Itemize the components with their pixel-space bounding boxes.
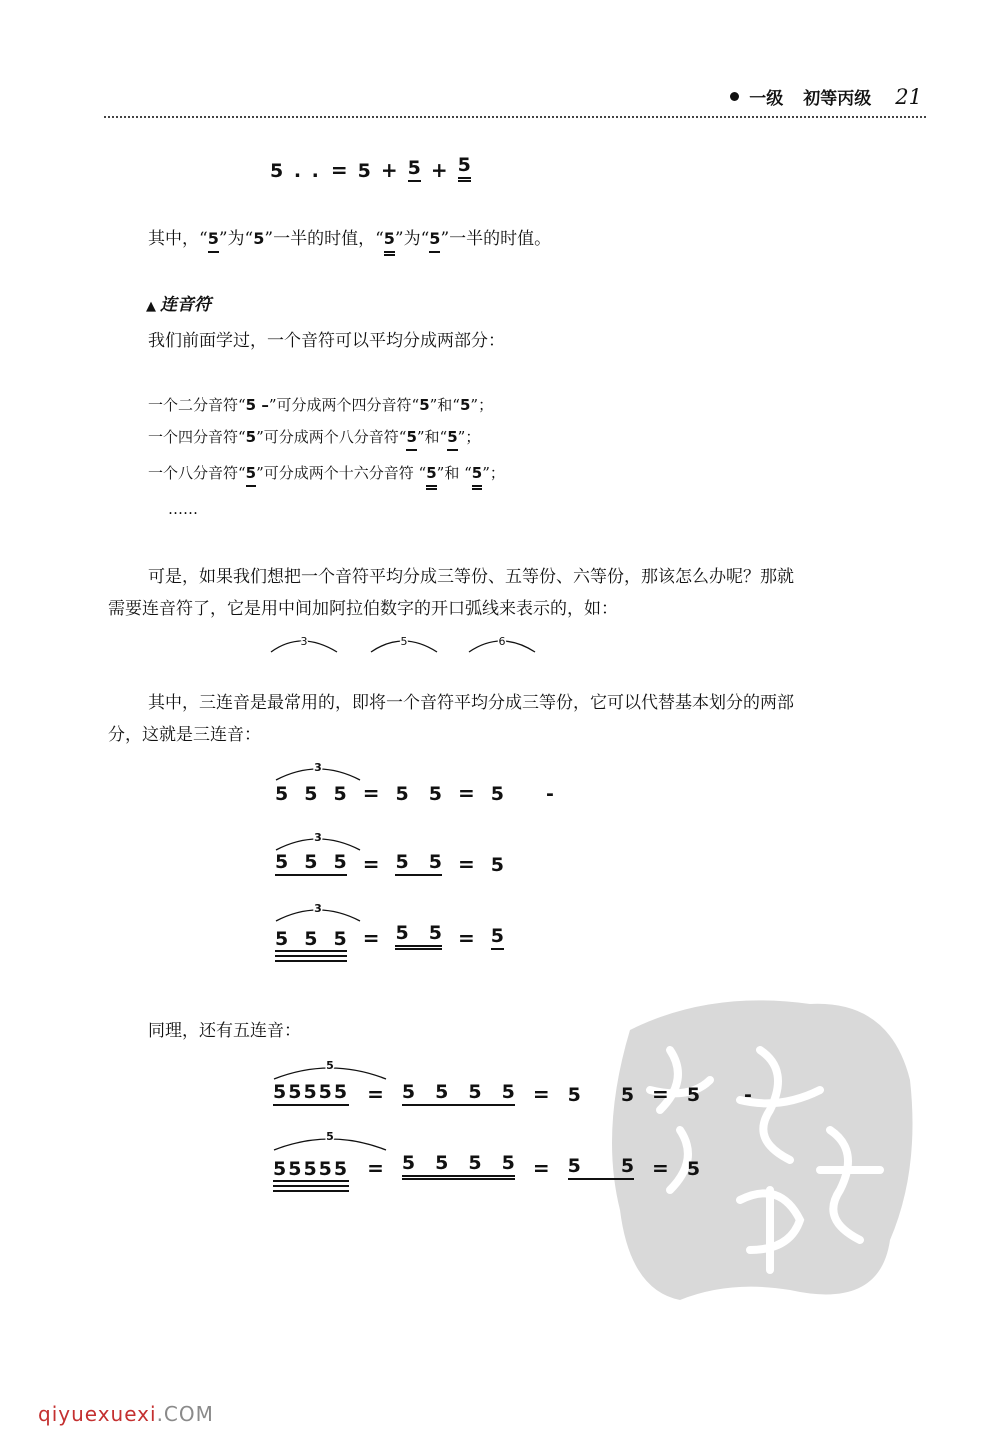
note: 5 [401,1081,416,1103]
eighth-note: 5 [406,426,416,451]
note: 5 [304,783,318,805]
quintuplet-notes: 55555 [273,1158,350,1180]
list-item [148,462,505,490]
note: 5 [275,928,289,950]
tuplet-number: 3 [300,635,308,648]
quintuplet-row [273,1152,700,1180]
text: ”和“ [429,396,460,414]
watermark-seal [590,990,920,1310]
formula-dotted-note [270,154,471,182]
text: ”可分成两个八分音符“ [256,428,407,446]
note: 5 [333,851,347,873]
note: 5 [620,1084,635,1106]
quintuplet-notes: 55555 [273,1081,349,1106]
equals-sign: = [457,926,475,950]
note: 5 [435,1152,449,1174]
paragraph-line: 其中，三连音是最常用的，即将一个音符平均分成三等份，它可以代替基本划分的两部 [148,693,794,713]
paragraph-line: 可是，如果我们想把一个音符平均分成三等份、五等份、六等份，那该怎么办呢？那就 [148,567,794,587]
note: 5 [490,854,504,876]
triangle-icon: ▲ [146,299,156,314]
note: 5 [333,783,347,805]
equals-sign: = [330,158,348,182]
text: ”； [470,396,494,414]
paragraph-half-value [148,228,551,256]
plus-sign: + [430,158,448,182]
triplet-number: 3 [314,831,322,844]
equals-sign: = [367,1082,384,1106]
list-item [148,394,493,416]
note: 5 [468,1081,482,1103]
dash: - [545,783,554,805]
equals-sign: = [652,1156,669,1180]
triplet-arc [272,899,368,923]
section-title: 连音符 [160,295,211,315]
text: 一个二分音符“ [148,396,246,414]
paragraph-line: 需要连音符了，它是用中间加阿拉伯数字的开口弧线来表示的，如： [108,599,618,619]
equals-sign: = [532,1156,550,1180]
paragraph-quintuplet: 同理，还有五连音： [148,1021,301,1041]
note: 5 [395,922,409,944]
note: 5 [304,928,318,950]
note: 5 [567,1155,581,1177]
list-item [148,426,480,451]
equals-sign: = [367,1156,384,1180]
eighth-note: 5 [408,157,421,182]
triplet-number: 3 [314,902,322,915]
eighth-note: 5 [208,228,219,253]
equals-sign: = [652,1082,669,1106]
note: 5 [435,1081,449,1103]
equals-sign: = [362,781,380,805]
note: 5 [304,851,318,873]
paragraph-intro: 我们前面学过，一个音符可以平均分成两部分： [148,331,505,351]
sixteenth-note: 5 [384,228,395,256]
note: 5 [567,1084,581,1106]
text: ”为“ [218,229,254,249]
quintuplet-number: 5 [326,1130,334,1143]
section-heading [146,290,211,315]
text: ”一半的时值，“ [264,229,384,249]
text: 其中，“ [148,229,208,249]
note: 5 [333,928,347,950]
text: ”和“ [416,428,448,446]
note: 5 [686,1084,701,1106]
bullet-icon [730,92,739,101]
note: 5 [468,1152,482,1174]
text: ”可分成两个十六分音符 “ [256,464,427,482]
plus-sign: + [380,158,398,182]
text: ”； [457,428,481,446]
paragraph-line: 分，这就是三连音： [108,725,261,745]
triplet-row [275,922,504,950]
note: 5 [490,783,504,805]
page-header [730,84,922,109]
dash: - [744,1084,752,1106]
note: 5 [501,1152,515,1174]
note: 5 [501,1081,515,1103]
note: 5 [428,851,442,873]
note: 5 [357,160,371,182]
triplet-row [275,851,504,876]
note: 5 [253,229,265,248]
text: 一个四分音符“ [148,428,246,446]
site-domain: .COM [156,1402,214,1426]
note: 5 [491,925,504,950]
level-label: 初等丙级 [803,89,872,109]
note: 5 [620,1155,635,1177]
text: ”一半的时值。 [440,229,552,249]
eighth-note: 5 [447,426,457,451]
text: ”； [482,464,505,482]
sixteenth-note: 5 [458,154,471,182]
equals-sign: = [362,852,380,876]
quintuplet-arc [270,1128,392,1152]
site-watermark [38,1402,214,1426]
triplet-number: 3 [314,761,322,774]
note: 5 [275,783,289,805]
page-number: 21 [895,84,922,109]
eighth-note: 5 [246,462,256,487]
equals-sign: = [457,852,475,876]
note: 5 [419,396,430,414]
sixteenth-note: 5 [426,462,436,490]
note: 5 [428,783,442,805]
note: 5 [395,851,409,873]
sixteenth-note: 5 [472,462,482,490]
dotted-note: 5 . . [270,160,321,182]
header-rule [104,116,926,118]
text: ”为“ [394,229,430,249]
tuplet-examples [265,628,545,658]
note: 5 [275,851,289,873]
note: 5 [245,428,257,446]
note: 5 [459,396,471,414]
eighth-note: 5 [429,228,440,253]
note: 5 [401,1152,416,1174]
tuplet-number: 6 [498,635,506,648]
text: 一个八分音符“ [148,464,246,482]
note: 5 [395,783,409,805]
quintuplet-arc [270,1057,392,1081]
text: ”可分成两个四分音符“ [268,396,420,414]
triplet-row [275,781,554,805]
note: 5 [686,1158,701,1180]
quintuplet-number: 5 [326,1059,334,1072]
text: ”和 “ [436,464,472,482]
note: 5 [428,922,442,944]
tuplet-number: 5 [400,635,408,648]
ellipsis: …… [168,500,198,518]
equals-sign: = [362,926,380,950]
equals-sign: = [457,781,475,805]
triplet-arc [272,758,368,782]
triplet-arc [272,828,368,852]
equals-sign: = [532,1082,550,1106]
half-note: 5 – [245,396,269,414]
quintuplet-row [273,1081,752,1106]
chapter-label: 一级 [749,89,784,109]
site-name: qiyuexuexi [38,1402,157,1426]
